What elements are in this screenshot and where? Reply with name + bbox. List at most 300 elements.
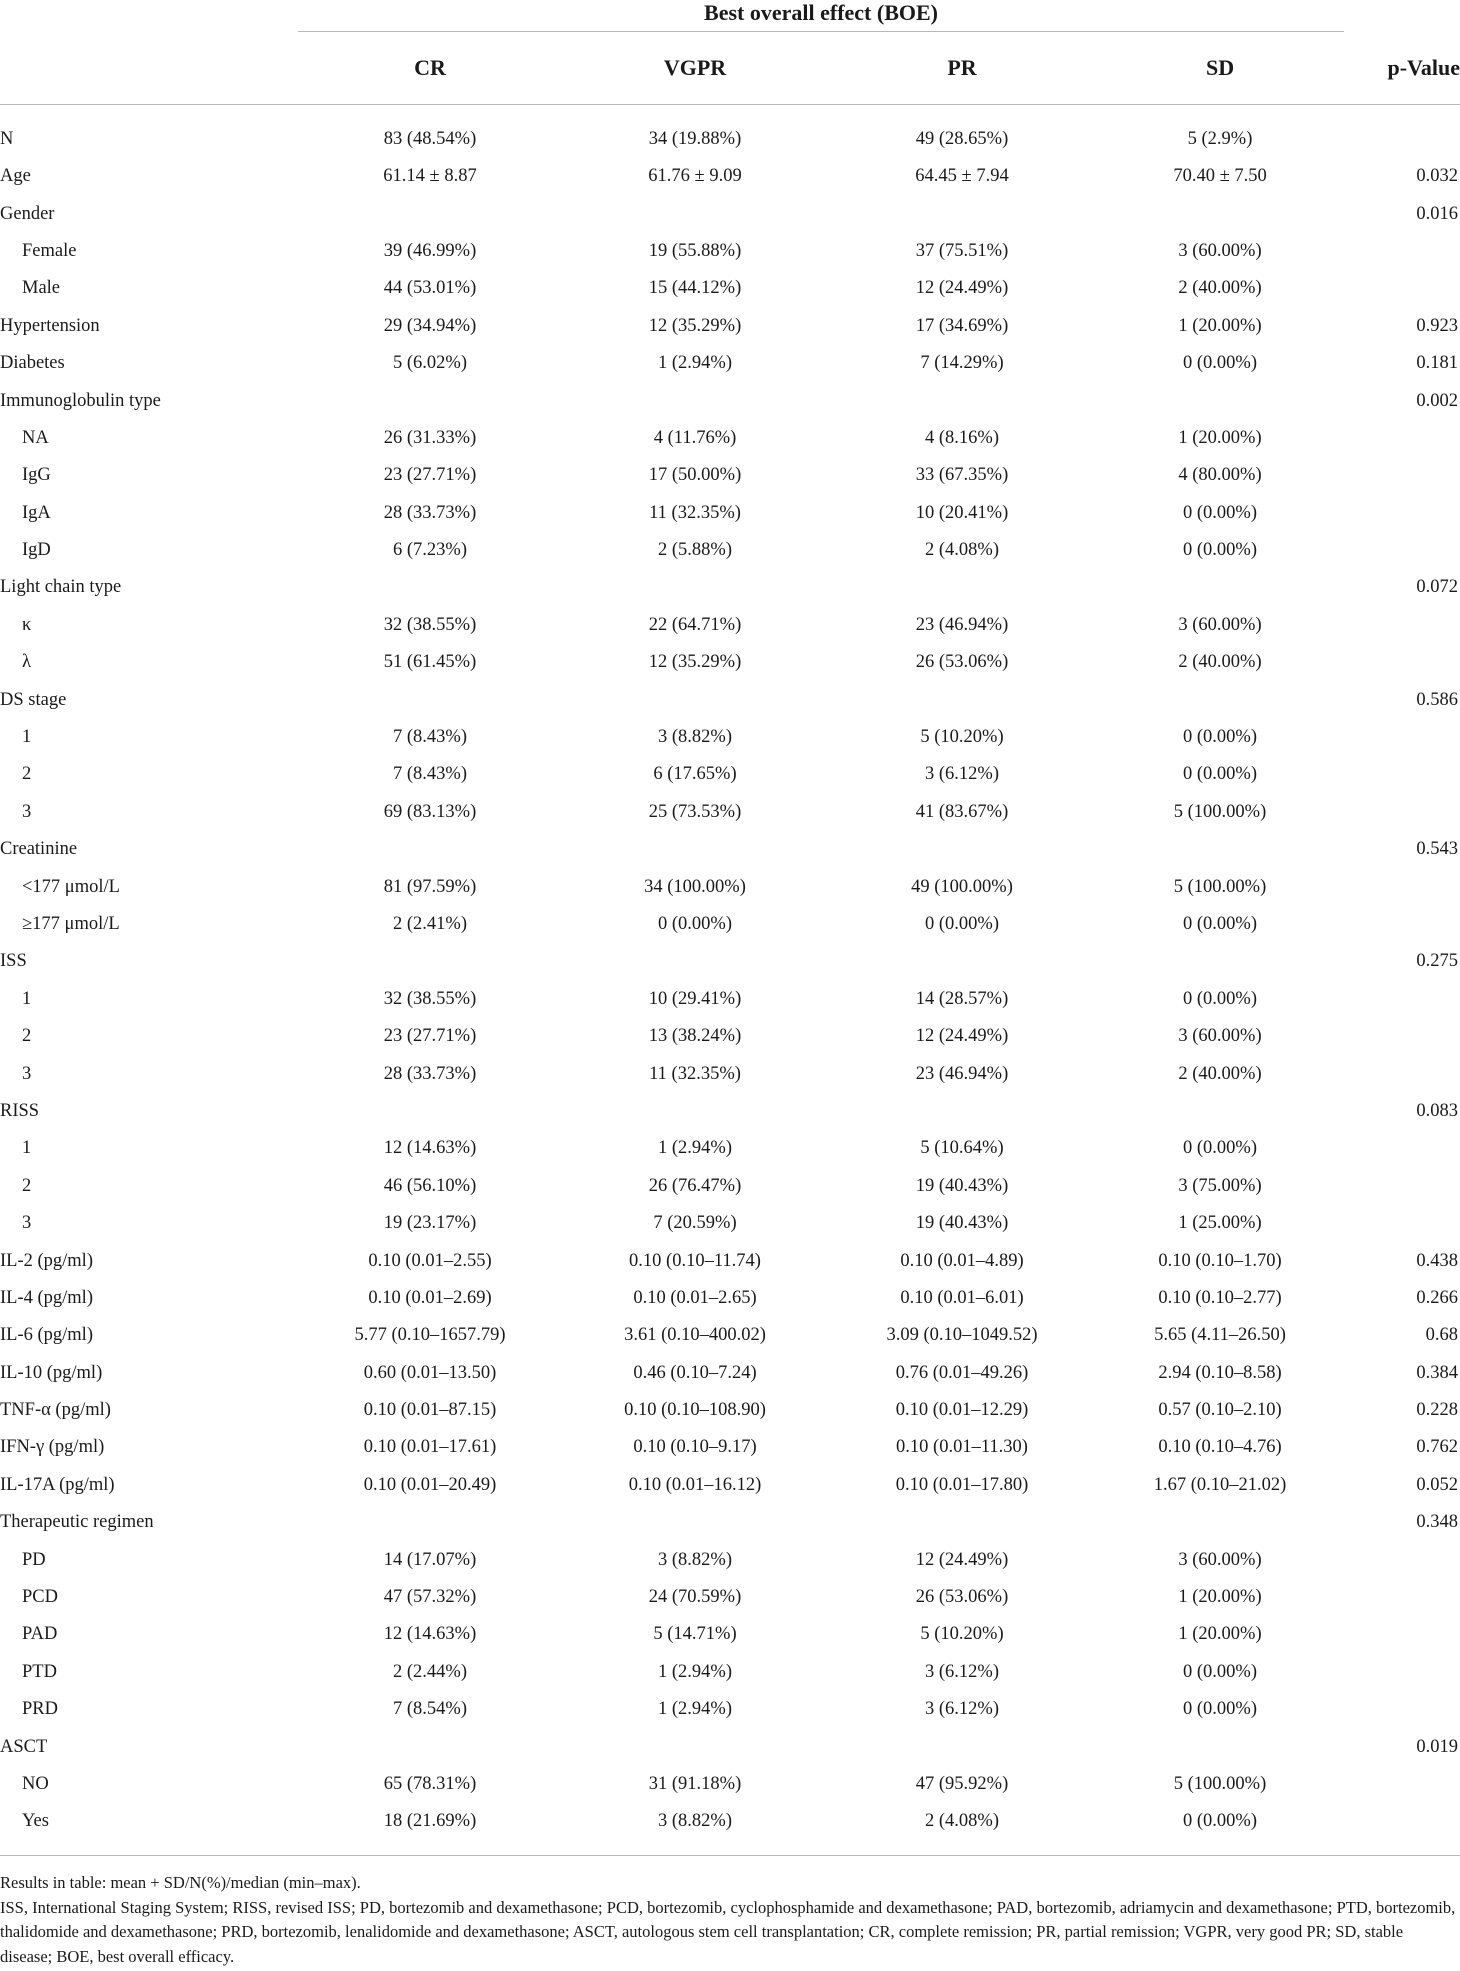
cell-vgpr: 5 (14.71%)	[653, 1624, 737, 1645]
table-row	[0, 1392, 1460, 1429]
cell-pr: 12 (24.49%)	[915, 1549, 1009, 1570]
cell-p-value: 0.228	[1416, 1400, 1459, 1421]
cell-cr	[298, 1093, 562, 1130]
cell-sd	[1096, 943, 1344, 980]
row-label: IgD	[22, 540, 51, 561]
cell-sd: 70.40 ± 7.50	[1173, 166, 1267, 187]
cell-vgpr: 0.46 (0.10–7.24)	[633, 1362, 757, 1383]
cell-vgpr: 4 (11.76%)	[653, 427, 737, 448]
cell-pr	[828, 1093, 1096, 1130]
row-label: IL-2 (pg/ml)	[0, 1250, 93, 1271]
cell-sd: 0.10 (0.10–1.70)	[1158, 1250, 1282, 1271]
cell-vgpr: 13 (38.24%)	[648, 1026, 742, 1047]
cell-pr: 0.10 (0.01–4.89)	[900, 1250, 1024, 1271]
cell-cr	[298, 1504, 562, 1541]
table-row	[0, 457, 1460, 494]
cell-cr: 23 (27.71%)	[383, 465, 477, 486]
cell-vgpr: 1 (2.94%)	[658, 353, 732, 374]
table-row	[0, 1429, 1460, 1466]
cell-pr: 12 (24.49%)	[915, 1026, 1009, 1047]
cell-sd: 3 (60.00%)	[1178, 1549, 1262, 1570]
table-row	[0, 1130, 1460, 1167]
cell-pr: 0.10 (0.01–12.29)	[895, 1400, 1029, 1421]
cell-pr: 37 (75.51%)	[915, 240, 1009, 261]
cell-vgpr	[562, 1728, 828, 1765]
column-header-sd: SD	[1096, 32, 1344, 105]
table-row	[0, 270, 1460, 307]
cell-cr: 65 (78.31%)	[383, 1773, 477, 1794]
cell-p-value	[1344, 420, 1460, 457]
cell-vgpr	[562, 382, 828, 419]
cell-pr: 41 (83.67%)	[915, 801, 1009, 822]
table-row	[0, 1766, 1460, 1803]
cell-cr: 32 (38.55%)	[383, 988, 477, 1009]
cell-p-value	[1344, 1803, 1460, 1855]
cell-cr: 28 (33.73%)	[383, 502, 477, 523]
cell-cr: 12 (14.63%)	[383, 1624, 477, 1645]
cell-p-value	[1344, 868, 1460, 905]
cell-vgpr: 34 (100.00%)	[644, 876, 746, 897]
cell-cr: 26 (31.33%)	[383, 427, 477, 448]
row-label: Female	[22, 240, 77, 261]
row-label: 3	[22, 1213, 32, 1234]
cell-pr	[828, 195, 1096, 232]
cell-vgpr	[562, 569, 828, 606]
cell-cr: 7 (8.54%)	[393, 1699, 467, 1720]
table-body	[0, 105, 1460, 1856]
cell-vgpr: 0 (0.00%)	[658, 914, 732, 934]
row-label: PTD	[22, 1661, 57, 1682]
cell-p-value: 0.384	[1416, 1362, 1459, 1383]
table-row	[0, 1467, 1460, 1504]
cell-pr: 5 (10.64%)	[920, 1138, 1004, 1159]
cell-cr	[298, 831, 562, 868]
cell-sd: 0.57 (0.10–2.10)	[1158, 1400, 1282, 1421]
cell-p-value: 0.052	[1416, 1474, 1459, 1495]
cell-vgpr: 1 (2.94%)	[658, 1138, 732, 1159]
cell-p-value	[1344, 1541, 1460, 1578]
cell-vgpr	[562, 1093, 828, 1130]
cell-pr: 10 (20.41%)	[915, 502, 1009, 523]
cell-sd: 1 (25.00%)	[1178, 1213, 1262, 1234]
cell-p-value	[1344, 233, 1460, 270]
row-label: 2	[22, 1175, 32, 1196]
row-label: PAD	[22, 1624, 58, 1645]
cell-vgpr: 26 (76.47%)	[648, 1175, 742, 1196]
cell-pr: 17 (34.69%)	[915, 315, 1009, 336]
row-label: IgA	[22, 502, 51, 523]
cell-pr: 26 (53.06%)	[915, 1587, 1009, 1608]
cell-pr: 0.76 (0.01–49.26)	[895, 1362, 1029, 1383]
cell-cr: 5.77 (0.10–1657.79)	[354, 1325, 506, 1346]
cell-sd: 0.10 (0.10–2.77)	[1158, 1287, 1282, 1308]
row-label: Diabetes	[0, 353, 65, 374]
table-row	[0, 382, 1460, 419]
row-label: IL-17A (pg/ml)	[0, 1474, 115, 1495]
cell-sd: 1 (20.00%)	[1178, 427, 1262, 448]
cell-p-value: 0.543	[1416, 839, 1459, 860]
cell-cr: 12 (14.63%)	[383, 1138, 477, 1159]
cell-sd: 5 (100.00%)	[1173, 876, 1267, 897]
cell-vgpr: 19 (55.88%)	[648, 240, 742, 261]
cell-cr	[298, 1728, 562, 1765]
cell-sd	[1096, 1504, 1344, 1541]
cell-pr: 49 (100.00%)	[911, 876, 1013, 897]
table-header	[0, 0, 1460, 105]
cell-sd: 5 (2.9%)	[1187, 129, 1253, 149]
cell-cr: 0.10 (0.01–87.15)	[363, 1400, 497, 1421]
cell-vgpr: 6 (17.65%)	[653, 764, 737, 785]
cell-vgpr	[562, 1504, 828, 1541]
row-label: λ	[22, 652, 31, 673]
row-label: NO	[22, 1773, 49, 1794]
row-label: N	[0, 129, 14, 149]
cell-p-value	[1344, 1130, 1460, 1167]
row-label: Gender	[0, 203, 55, 224]
cell-cr: 2 (2.44%)	[393, 1661, 467, 1682]
footnote-results: Results in table: mean + SD/N(%)/median (min–max).	[0, 1873, 361, 1892]
cell-cr: 61.14 ± 8.87	[383, 166, 477, 187]
cell-pr: 33 (67.35%)	[915, 465, 1009, 486]
table-row	[0, 681, 1460, 718]
cell-cr: 2 (2.41%)	[393, 914, 467, 934]
header-blank-right	[1344, 0, 1460, 32]
row-label: 1	[22, 1138, 32, 1159]
table-row	[0, 233, 1460, 270]
cell-pr: 47 (95.92%)	[915, 1773, 1009, 1794]
table-row	[0, 308, 1460, 345]
cell-sd: 4 (80.00%)	[1178, 465, 1262, 486]
table-row	[0, 569, 1460, 606]
cell-p-value	[1344, 1018, 1460, 1055]
cell-sd: 0 (0.00%)	[1096, 1803, 1344, 1855]
cell-p-value	[1344, 1055, 1460, 1092]
cell-p-value	[1344, 1205, 1460, 1242]
cell-vgpr: 3 (8.82%)	[658, 1549, 732, 1570]
cell-vgpr: 0.10 (0.10–9.17)	[633, 1437, 757, 1458]
table-row	[0, 1093, 1460, 1130]
header-label-blank	[0, 32, 298, 105]
cell-sd: 5.65 (4.11–26.50)	[1154, 1325, 1286, 1346]
row-label: PRD	[22, 1699, 58, 1720]
cell-sd: 1 (20.00%)	[1178, 1624, 1262, 1645]
row-label: 3	[22, 1063, 32, 1084]
column-header-vgpr: VGPR	[562, 32, 828, 105]
cell-pr: 12 (24.49%)	[915, 278, 1009, 299]
cell-pr	[828, 831, 1096, 868]
row-label: DS stage	[0, 689, 67, 710]
cell-cr: 81 (97.59%)	[383, 876, 477, 897]
cell-p-value: 0.348	[1416, 1512, 1459, 1533]
cell-cr: 23 (27.71%)	[383, 1026, 477, 1047]
cell-sd	[1096, 569, 1344, 606]
cell-p-value	[1344, 495, 1460, 532]
cell-vgpr: 22 (64.71%)	[648, 614, 742, 635]
cell-vgpr: 7 (20.59%)	[653, 1213, 737, 1234]
row-label: NA	[22, 427, 49, 448]
row-label: Age	[0, 166, 31, 187]
row-label: Light chain type	[0, 577, 122, 598]
cell-p-value: 0.266	[1416, 1287, 1459, 1308]
cell-vgpr: 0.10 (0.01–16.12)	[628, 1474, 762, 1495]
cell-sd: 0 (0.00%)	[1183, 353, 1257, 374]
cell-pr: 5 (10.20%)	[920, 1624, 1004, 1645]
table-row	[0, 981, 1460, 1018]
cell-pr: 14 (28.57%)	[915, 988, 1009, 1009]
table-row	[0, 1541, 1460, 1578]
cell-cr	[298, 681, 562, 718]
cell-vgpr	[562, 681, 828, 718]
table-row	[0, 1579, 1460, 1616]
cell-cr: 0.10 (0.01–20.49)	[363, 1474, 497, 1495]
group-header: Best overall effect (BOE)	[298, 0, 1344, 32]
table-row	[0, 607, 1460, 644]
cell-p-value: 0.275	[1416, 951, 1459, 972]
table-row	[0, 794, 1460, 831]
row-label: IL-6 (pg/ml)	[0, 1325, 93, 1346]
cell-p-value: 0.762	[1416, 1437, 1459, 1458]
column-header-pr: PR	[828, 32, 1096, 105]
table-row	[0, 1355, 1460, 1392]
cell-p-value	[1344, 981, 1460, 1018]
cell-p-value	[1344, 719, 1460, 756]
row-label: IFN-γ (pg/ml)	[0, 1437, 105, 1458]
cell-sd: 0 (0.00%)	[1183, 764, 1257, 785]
cell-sd: 3 (60.00%)	[1178, 614, 1262, 635]
cell-sd: 1 (20.00%)	[1178, 315, 1262, 336]
cell-p-value: 0.002	[1416, 390, 1459, 411]
table-row	[0, 495, 1460, 532]
cell-vgpr: 61.76 ± 9.09	[648, 166, 742, 187]
cell-vgpr: 1 (2.94%)	[658, 1661, 732, 1682]
cell-sd	[1096, 382, 1344, 419]
cell-pr: 19 (40.43%)	[915, 1213, 1009, 1234]
table-row	[0, 1691, 1460, 1728]
table-row	[0, 756, 1460, 793]
cell-vgpr: 0.10 (0.01–2.65)	[633, 1287, 757, 1308]
cell-sd: 2.94 (0.10–8.58)	[1158, 1362, 1282, 1383]
table-row	[0, 1242, 1460, 1279]
table-row	[0, 1168, 1460, 1205]
cell-p-value	[1344, 270, 1460, 307]
cell-cr: 6 (7.23%)	[393, 540, 467, 561]
cell-sd: 5 (100.00%)	[1173, 801, 1267, 822]
cell-vgpr	[562, 195, 828, 232]
cell-vgpr: 15 (44.12%)	[648, 278, 742, 299]
cell-cr	[298, 569, 562, 606]
cell-vgpr: 3 (8.82%)	[658, 727, 732, 748]
table-row	[0, 195, 1460, 232]
row-label: <177 μmol/L	[22, 876, 120, 897]
cell-p-value	[1344, 644, 1460, 681]
cell-p-value	[1344, 457, 1460, 494]
cell-p-value	[1344, 1691, 1460, 1728]
cell-cr: 5 (6.02%)	[393, 353, 467, 374]
cell-cr	[298, 943, 562, 980]
cell-p-value	[1344, 794, 1460, 831]
cell-pr: 23 (46.94%)	[915, 614, 1009, 635]
cell-sd	[1096, 1093, 1344, 1130]
cell-vgpr: 11 (32.35%)	[649, 502, 741, 523]
table-row	[0, 158, 1460, 195]
cell-pr: 0.10 (0.01–17.80)	[895, 1474, 1029, 1495]
table-row	[0, 868, 1460, 905]
cell-pr	[828, 943, 1096, 980]
cell-cr: 51 (61.45%)	[383, 652, 477, 673]
cell-vgpr: 10 (29.41%)	[648, 988, 742, 1009]
table-row	[0, 532, 1460, 569]
table-row	[0, 1654, 1460, 1691]
cell-p-value	[1344, 1616, 1460, 1653]
cell-sd: 1 (20.00%)	[1178, 1587, 1262, 1608]
row-label: ≥177 μmol/L	[22, 914, 120, 934]
cell-p-value: 0.019	[1416, 1736, 1459, 1757]
cell-sd: 0.10 (0.10–4.76)	[1158, 1437, 1282, 1458]
cell-vgpr: 11 (32.35%)	[649, 1063, 741, 1084]
cell-vgpr: 3 (8.82%)	[562, 1803, 828, 1855]
cell-cr: 32 (38.55%)	[383, 614, 477, 635]
cell-vgpr: 24 (70.59%)	[648, 1587, 742, 1608]
cell-vgpr: 0.10 (0.10–11.74)	[629, 1250, 761, 1271]
row-label: ASCT	[0, 1736, 48, 1757]
cell-cr: 28 (33.73%)	[383, 1063, 477, 1084]
table-row	[0, 1616, 1460, 1653]
row-label: Yes	[0, 1803, 298, 1855]
cell-p-value: 0.072	[1416, 577, 1459, 598]
table-row	[0, 345, 1460, 382]
cell-pr: 23 (46.94%)	[915, 1063, 1009, 1084]
cell-sd: 3 (60.00%)	[1178, 240, 1262, 261]
cell-p-value	[1344, 1168, 1460, 1205]
table-row	[0, 1504, 1460, 1541]
header-blank	[0, 0, 298, 32]
cell-pr: 0.10 (0.01–11.30)	[896, 1437, 1028, 1458]
cell-p-value	[1344, 756, 1460, 793]
cell-cr	[298, 382, 562, 419]
table-row	[0, 943, 1460, 980]
row-label: IL-10 (pg/ml)	[0, 1362, 103, 1383]
row-label: 2	[22, 764, 32, 785]
cell-vgpr: 12 (35.29%)	[648, 652, 742, 673]
cell-cr: 47 (57.32%)	[383, 1587, 477, 1608]
cell-sd	[1096, 1728, 1344, 1765]
cell-sd: 0 (0.00%)	[1183, 1138, 1257, 1159]
row-label: Therapeutic regimen	[0, 1512, 154, 1533]
cell-sd	[1096, 195, 1344, 232]
cell-p-value: 0.923	[1416, 315, 1459, 336]
row-label: TNF-α (pg/ml)	[0, 1400, 111, 1421]
cell-vgpr	[562, 831, 828, 868]
cell-pr: 3 (6.12%)	[925, 1661, 999, 1682]
cell-sd: 1.67 (0.10–21.02)	[1153, 1474, 1287, 1495]
table-footnotes	[0, 1871, 1458, 1969]
cell-sd: 3 (60.00%)	[1178, 1026, 1262, 1047]
cell-sd	[1096, 681, 1344, 718]
cell-pr	[828, 382, 1096, 419]
cell-pr: 64.45 ± 7.94	[915, 166, 1009, 187]
cell-pr: 19 (40.43%)	[915, 1175, 1009, 1196]
cell-sd	[1096, 831, 1344, 868]
cell-vgpr: 25 (73.53%)	[648, 801, 742, 822]
cell-pr: 49 (28.65%)	[915, 129, 1009, 149]
table-row	[0, 420, 1460, 457]
table-row	[0, 1280, 1460, 1317]
row-label: Hypertension	[0, 315, 100, 336]
cell-pr: 4 (8.16%)	[925, 427, 999, 448]
table-row	[0, 644, 1460, 681]
cell-cr: 0.10 (0.01–2.69)	[368, 1287, 492, 1308]
cell-sd: 3 (75.00%)	[1178, 1175, 1262, 1196]
cell-cr: 0.10 (0.01–17.61)	[363, 1437, 497, 1458]
cell-pr	[828, 569, 1096, 606]
cell-pr: 2 (4.08%)	[925, 540, 999, 561]
table-row	[0, 1803, 1460, 1855]
cell-sd: 0 (0.00%)	[1183, 540, 1257, 561]
cell-p-value: 0.083	[1416, 1100, 1459, 1121]
cell-p-value: 0.181	[1416, 353, 1459, 374]
cell-cr: 29 (34.94%)	[383, 315, 477, 336]
row-label: κ	[22, 614, 32, 635]
cell-sd: 5 (100.00%)	[1173, 1773, 1267, 1794]
cell-vgpr: 31 (91.18%)	[648, 1773, 742, 1794]
cell-p-value	[1344, 1579, 1460, 1616]
cell-p-value: 0.016	[1416, 203, 1459, 224]
cell-sd: 0 (0.00%)	[1183, 1699, 1257, 1720]
cell-pr: 2 (4.08%)	[828, 1803, 1096, 1855]
cell-sd: 0 (0.00%)	[1183, 1661, 1257, 1682]
cell-pr: 3 (6.12%)	[925, 764, 999, 785]
cell-pr: 0.10 (0.01–6.01)	[900, 1287, 1024, 1308]
cell-p-value	[1344, 105, 1460, 159]
row-label: Creatinine	[0, 839, 78, 860]
cell-pr	[828, 681, 1096, 718]
cell-p-value: 0.68	[1425, 1325, 1459, 1346]
cell-cr: 0.10 (0.01–2.55)	[368, 1250, 492, 1271]
cell-sd: 2 (40.00%)	[1178, 278, 1262, 299]
cell-pr: 0 (0.00%)	[925, 914, 999, 934]
cell-pr: 26 (53.06%)	[915, 652, 1009, 673]
row-label: PCD	[22, 1587, 58, 1608]
column-header-cr: CR	[298, 32, 562, 105]
cell-cr: 46 (56.10%)	[383, 1175, 477, 1196]
row-label: 3	[22, 801, 32, 822]
cell-sd: 0 (0.00%)	[1183, 914, 1257, 934]
cell-sd: 0 (0.00%)	[1183, 988, 1257, 1009]
cell-p-value: 0.032	[1416, 166, 1459, 187]
cell-pr: 3.09 (0.10–1049.52)	[886, 1325, 1038, 1346]
table-row	[0, 1317, 1460, 1354]
cell-p-value	[1344, 906, 1460, 943]
cell-p-value	[1344, 1654, 1460, 1691]
cell-cr: 39 (46.99%)	[383, 240, 477, 261]
row-label: PD	[22, 1549, 46, 1570]
table-row	[0, 1055, 1460, 1092]
row-label: ISS	[0, 951, 27, 972]
cell-cr: 7 (8.43%)	[393, 727, 467, 748]
table-row	[0, 831, 1460, 868]
cell-p-value: 0.438	[1416, 1250, 1459, 1271]
column-header-p-value: p-Value	[1344, 32, 1460, 105]
cell-vgpr: 34 (19.88%)	[648, 129, 742, 149]
cell-pr	[828, 1504, 1096, 1541]
row-label: IgG	[22, 465, 51, 486]
row-label: RISS	[0, 1100, 40, 1121]
cell-sd: 0 (0.00%)	[1183, 502, 1257, 523]
row-label: Immunoglobulin type	[0, 390, 161, 411]
table-row	[0, 1018, 1460, 1055]
cell-vgpr: 3.61 (0.10–400.02)	[624, 1325, 766, 1346]
cell-cr	[298, 195, 562, 232]
